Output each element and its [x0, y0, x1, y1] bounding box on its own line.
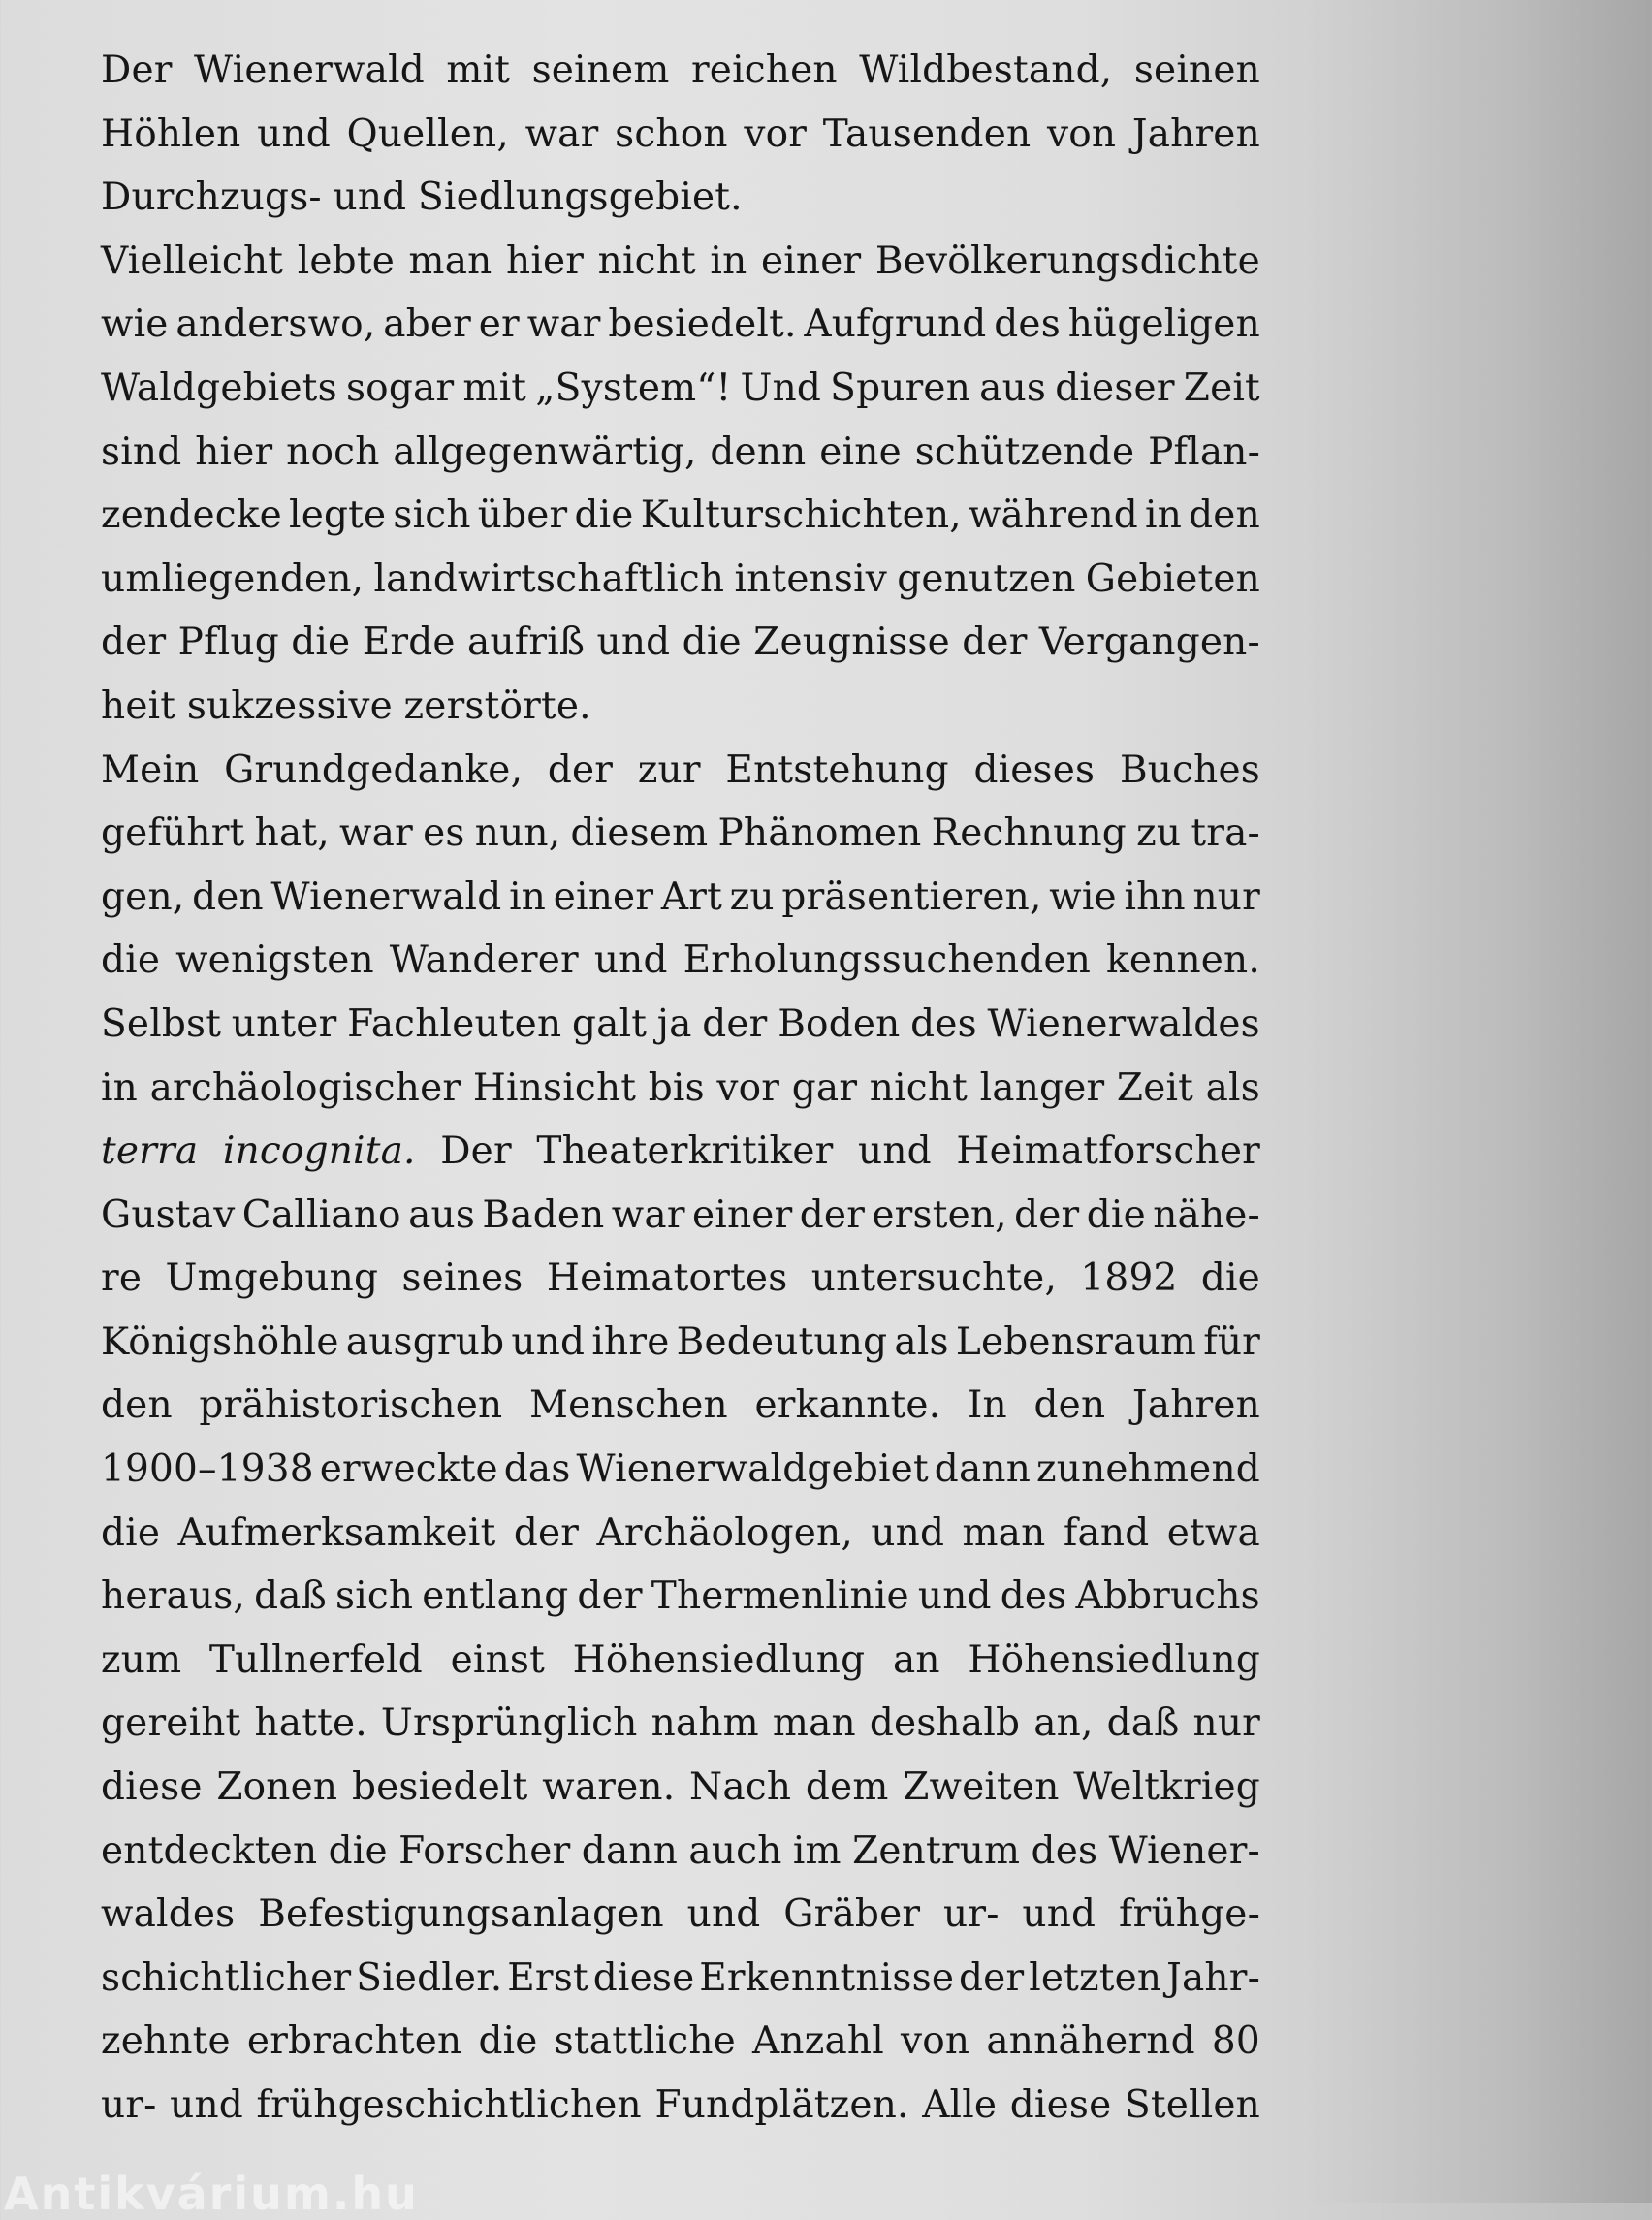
word: nahm [651, 1701, 759, 1746]
word: hatte. [254, 1701, 367, 1746]
word: der [547, 747, 614, 792]
word: Gräber [783, 1892, 921, 1937]
word: frühgeschichtlichen [256, 2083, 642, 2127]
text-line [101, 1374, 1260, 1438]
word: zu [729, 874, 775, 919]
word: prähistorischen [199, 1383, 503, 1428]
word: nur [1192, 1701, 1260, 1746]
word: Siedlungsgebiet. [418, 175, 743, 220]
word: Höhlen [101, 111, 241, 156]
word: Abbruchs [1075, 1574, 1260, 1619]
word: Zeugnisse [753, 620, 950, 665]
word: eine [819, 429, 902, 474]
text-line [101, 1947, 1260, 2011]
word: und [333, 175, 407, 220]
word: Jahr- [1166, 1955, 1260, 2000]
text-line [101, 2074, 1260, 2138]
word: mit [446, 48, 511, 92]
word: hier [506, 238, 585, 283]
text-line [101, 866, 1260, 930]
word: war [339, 811, 413, 856]
word: noch [286, 429, 380, 474]
word: anderswo, [175, 302, 376, 347]
word: einer [760, 238, 862, 283]
word: die [101, 1510, 161, 1555]
word: an [892, 1637, 940, 1682]
word: über [477, 493, 568, 538]
word: ihre [591, 1319, 670, 1364]
word: bis [648, 1065, 705, 1110]
word: sind [101, 429, 182, 474]
word: Zeit [1183, 365, 1260, 410]
word: Heimatforscher [956, 1129, 1260, 1174]
text-line [101, 1692, 1260, 1756]
word: den [1033, 1383, 1106, 1428]
word: hat, [254, 811, 330, 856]
word: Tullnerfeld [208, 1637, 423, 1682]
word: diese [101, 1765, 203, 1810]
word: nicht [869, 1065, 969, 1110]
word: terra [101, 1129, 199, 1174]
word: gereiht [101, 1701, 241, 1746]
word: Erkenntnisse [699, 1955, 955, 2000]
word: an, [1033, 1701, 1094, 1746]
word: 1900–1938 [101, 1447, 314, 1492]
word: dann [934, 1447, 1032, 1492]
word: sich [393, 493, 471, 538]
text-line [101, 1820, 1260, 1884]
text-line [101, 357, 1260, 421]
word: ihn [1124, 874, 1186, 919]
word: etwa [1166, 1510, 1260, 1555]
word: Gustav [101, 1192, 236, 1237]
word: Wienerwaldes [987, 1001, 1260, 1046]
word: Zweiten [903, 1765, 1060, 1810]
word: den [1189, 493, 1260, 538]
word: von [1046, 111, 1117, 156]
word: wie [1049, 874, 1117, 919]
word: hügeligen [1067, 302, 1260, 347]
word: 1892 [1080, 1256, 1178, 1301]
word: Königshöhle [101, 1319, 339, 1364]
body-text [101, 39, 1260, 2138]
word: vor [716, 1065, 780, 1110]
word: diese [1009, 2083, 1112, 2127]
word: nähe- [1153, 1192, 1260, 1237]
word: Fundplätzen. [654, 2083, 909, 2127]
word: die [1200, 1256, 1260, 1301]
word: daß [1106, 1701, 1180, 1746]
word: sich [335, 1574, 414, 1619]
word: der [513, 1510, 580, 1555]
word: Alle [922, 2083, 998, 2127]
word: mit [462, 365, 527, 410]
word: aber [383, 302, 471, 347]
text-line [101, 1502, 1260, 1566]
word: den [192, 874, 264, 919]
word: genutzen [897, 556, 1076, 601]
word: In [967, 1383, 1007, 1428]
word: die [1086, 1192, 1146, 1237]
word: den [101, 1383, 173, 1428]
word: Rechnung [931, 811, 1127, 856]
word: und [1022, 1892, 1096, 1937]
word: schützende [914, 429, 1135, 474]
word: im [792, 1828, 842, 1873]
word: war [524, 111, 599, 156]
word: Phänomen [717, 811, 922, 856]
word: Thermenlinie [651, 1574, 909, 1619]
word: Theaterkritiker [536, 1129, 834, 1174]
word: das [503, 1447, 571, 1492]
word: Gebieten [1085, 556, 1260, 601]
word: ur- [943, 1892, 1000, 1937]
word: Zonen [216, 1765, 338, 1810]
word: Pflug [177, 620, 279, 665]
word: legte [289, 493, 387, 538]
word: Erst [507, 1955, 588, 2000]
word: war [526, 302, 601, 347]
word: Wienerwald [270, 874, 502, 919]
word: zunehmend [1036, 1447, 1260, 1492]
word: Aufgrund [804, 302, 987, 347]
word: seinem [531, 48, 670, 92]
word: gen, [101, 874, 185, 919]
word: Der [101, 48, 173, 92]
word: lebte [297, 238, 395, 283]
word: Wanderer [389, 938, 579, 983]
word: aus [979, 365, 1047, 410]
word: die [328, 1828, 388, 1873]
word: heit [101, 683, 176, 728]
word: schon [615, 111, 728, 156]
word: vor [744, 111, 808, 156]
word: der [799, 1192, 866, 1237]
word: Zeit [1116, 1065, 1194, 1110]
word: Boden [778, 1001, 901, 1046]
word: von [901, 2019, 970, 2064]
word: Siedler. [356, 1955, 503, 2000]
word: und [257, 111, 331, 156]
word: Mein [101, 747, 200, 792]
word: letzten [1029, 1955, 1162, 2000]
word: Jahren [1131, 1383, 1260, 1428]
word: Aufmerksamkeit [177, 1510, 496, 1555]
word: und [917, 1574, 992, 1619]
word: des [910, 1001, 977, 1046]
word: re [101, 1256, 143, 1301]
word: einst [450, 1637, 545, 1682]
word: wenigsten [175, 938, 374, 983]
word: dieser [1055, 365, 1175, 410]
text-line [101, 929, 1260, 993]
text-line [101, 1184, 1260, 1248]
word: einer [692, 1192, 793, 1237]
word: Wienerwaldgebiet [576, 1447, 929, 1492]
word: und [871, 1510, 945, 1555]
text-line [101, 421, 1260, 485]
word: entdeckten [101, 1828, 318, 1873]
word: der [962, 620, 1028, 665]
word: gar [791, 1065, 858, 1110]
word: incognita. [222, 1129, 416, 1174]
word: besiedelt. [608, 302, 797, 347]
word: Hinsicht [472, 1065, 637, 1110]
word: nicht [597, 238, 696, 283]
word: stattliche [554, 2019, 736, 2064]
word: nun, [474, 811, 561, 856]
word: wie [101, 302, 169, 347]
word: Umgebung [165, 1256, 379, 1301]
word: Wiener- [1108, 1828, 1260, 1873]
text-line [101, 166, 1260, 230]
word: Der [440, 1129, 512, 1174]
word: Forscher [398, 1828, 571, 1873]
word: man [772, 1701, 856, 1746]
word: Art [660, 874, 722, 919]
word: umliegenden, [101, 556, 365, 601]
word: ja [656, 1001, 692, 1046]
word: denn [710, 429, 807, 474]
word: und [511, 1319, 586, 1364]
word: erkannte. [754, 1383, 941, 1428]
word: Ursprünglich [380, 1701, 638, 1746]
word: Menschen [528, 1383, 728, 1428]
word: die [682, 620, 742, 665]
word: Vergangen- [1038, 620, 1260, 665]
word: schichtlicher [101, 1955, 352, 2000]
text-line [101, 2010, 1260, 2074]
text-line [101, 1311, 1260, 1375]
word: als [1205, 1065, 1260, 1110]
word: in [101, 1065, 138, 1110]
word: diese [592, 1955, 695, 2000]
word: hier [195, 429, 273, 474]
word: und [686, 1892, 761, 1937]
word: Durchzugs- [101, 175, 322, 220]
text-line [101, 39, 1260, 103]
word: Grundgedanke, [224, 747, 524, 792]
text-line [101, 611, 1260, 675]
word: die [291, 620, 351, 665]
text-line [101, 1565, 1260, 1629]
word: geführt [101, 811, 245, 856]
text-line [101, 1057, 1260, 1121]
word: Vielleicht [101, 238, 284, 283]
word: Pflan- [1148, 429, 1260, 474]
word: Buches [1119, 747, 1260, 792]
word: annähernd [986, 2019, 1195, 2064]
word: Zentrum [852, 1828, 1021, 1873]
word: zendecke [101, 493, 282, 538]
word: man [408, 238, 492, 283]
word: intensiv [734, 556, 888, 601]
text-line [101, 993, 1260, 1057]
word: daß [254, 1574, 327, 1619]
text-line [101, 1247, 1260, 1311]
word: waldes [101, 1892, 236, 1937]
word: der [959, 1955, 1025, 2000]
word: Bevölkerungsdichte [874, 238, 1260, 283]
text-line [101, 103, 1260, 167]
word: Kulturschichten, [640, 493, 962, 538]
word: landwirtschaftlich [373, 556, 725, 601]
word: Heimatortes [546, 1256, 788, 1301]
word: Wildbestand, [859, 48, 1113, 92]
word: Tausenden [822, 111, 1032, 156]
word: Fachleuten [347, 1001, 562, 1046]
page-shadow [1303, 0, 1652, 2203]
text-line [101, 293, 1260, 357]
word: Anzahl [752, 2019, 884, 2064]
word: präsentieren, [781, 874, 1042, 919]
text-line [101, 548, 1260, 612]
word: tra- [1191, 811, 1260, 856]
word: besiedelt [351, 1765, 528, 1810]
word: der [101, 620, 167, 665]
word: untersuchte, [810, 1256, 1058, 1301]
word: langer [979, 1065, 1105, 1110]
word: fand [1063, 1510, 1150, 1555]
word: Lebensraum [955, 1319, 1197, 1364]
text-line [101, 1438, 1260, 1502]
word: Erde [362, 620, 456, 665]
word: in [509, 874, 547, 919]
word: waren. [542, 1765, 676, 1810]
word: sukzessive [186, 683, 393, 728]
word: er [478, 302, 520, 347]
word: „System“! [535, 365, 732, 410]
word: erweckte [319, 1447, 498, 1492]
word: der [702, 1001, 768, 1046]
word: allgegenwärtig, [393, 429, 697, 474]
word: sogar [345, 365, 455, 410]
word: Höhensiedlung [968, 1637, 1260, 1682]
word: unter [231, 1001, 337, 1046]
word: dann [581, 1828, 679, 1873]
word: zerstörte. [403, 683, 591, 728]
word: Befestigungsanlagen [258, 1892, 664, 1937]
word: dem [805, 1765, 889, 1810]
word: und [170, 2083, 243, 2127]
text-line [101, 675, 1260, 739]
word: es [423, 811, 465, 856]
word: deshalb [869, 1701, 1021, 1746]
text-line [101, 484, 1260, 548]
word: entlang [422, 1574, 569, 1619]
text-line [101, 739, 1260, 803]
word: Entstehung [725, 747, 949, 792]
word: man [962, 1510, 1046, 1555]
word: in [1145, 493, 1183, 538]
word: zu [1136, 811, 1182, 856]
word: als [894, 1319, 949, 1364]
text-line [101, 802, 1260, 866]
word: Selbst [101, 1001, 222, 1046]
word: dieses [973, 747, 1096, 792]
word: die [478, 2019, 538, 2064]
word: diesem [570, 811, 709, 856]
word: ur- [101, 2083, 157, 2127]
word: Und [740, 365, 822, 410]
word: ersten, [872, 1192, 1007, 1237]
word: Weltkrieg [1073, 1765, 1260, 1810]
word: Nach [689, 1765, 792, 1810]
word: Höhensiedlung [572, 1637, 866, 1682]
word: in [710, 238, 747, 283]
word: archäologischer [149, 1065, 461, 1110]
word: war [611, 1192, 685, 1237]
word: Erholungssuchenden [683, 938, 1092, 983]
word: aufriß [467, 620, 586, 665]
word: zur [637, 747, 701, 792]
text-line [101, 1883, 1260, 1947]
word: der [1014, 1192, 1080, 1237]
word: frühge- [1119, 1892, 1260, 1937]
word: die [101, 938, 161, 983]
text-line [101, 1120, 1260, 1184]
word: Bedeutung [676, 1319, 888, 1364]
word: und [596, 620, 671, 665]
word: kennen. [1106, 938, 1260, 983]
word: Calliano [241, 1192, 401, 1237]
word: des [1000, 1574, 1067, 1619]
word: die [574, 493, 634, 538]
word: einer [553, 874, 654, 919]
word: seines [401, 1256, 524, 1301]
watermark-logo: Antikvárium.hu [4, 2168, 419, 2220]
word: Baden [482, 1192, 605, 1237]
word: Wienerwald [194, 48, 425, 92]
word: Spuren [830, 365, 971, 410]
word: nur [1192, 874, 1260, 919]
word: während [968, 493, 1138, 538]
word: Quellen, [346, 111, 509, 156]
word: für [1203, 1319, 1260, 1364]
word: ausgrub [345, 1319, 505, 1364]
text-line [101, 1756, 1260, 1820]
word: aus [408, 1192, 476, 1237]
word: Stellen [1124, 2083, 1260, 2127]
word: und [858, 1129, 932, 1174]
word: seinen [1133, 48, 1260, 92]
word: galt [571, 1001, 648, 1046]
word: 80 [1211, 2019, 1260, 2064]
word: Archäologen, [596, 1510, 853, 1555]
word: heraus, [101, 1574, 246, 1619]
word: des [994, 302, 1061, 347]
word: reichen [690, 48, 838, 92]
word: erbrachten [246, 2019, 462, 2064]
text-line [101, 1629, 1260, 1693]
word: zehnte [101, 2019, 231, 2064]
word: Jahren [1131, 111, 1260, 156]
word: Waldgebiets [101, 365, 337, 410]
text-line [101, 230, 1260, 294]
word: und [593, 938, 668, 983]
word: des [1031, 1828, 1098, 1873]
word: zum [101, 1637, 182, 1682]
word: der [577, 1574, 643, 1619]
word: auch [688, 1828, 782, 1873]
